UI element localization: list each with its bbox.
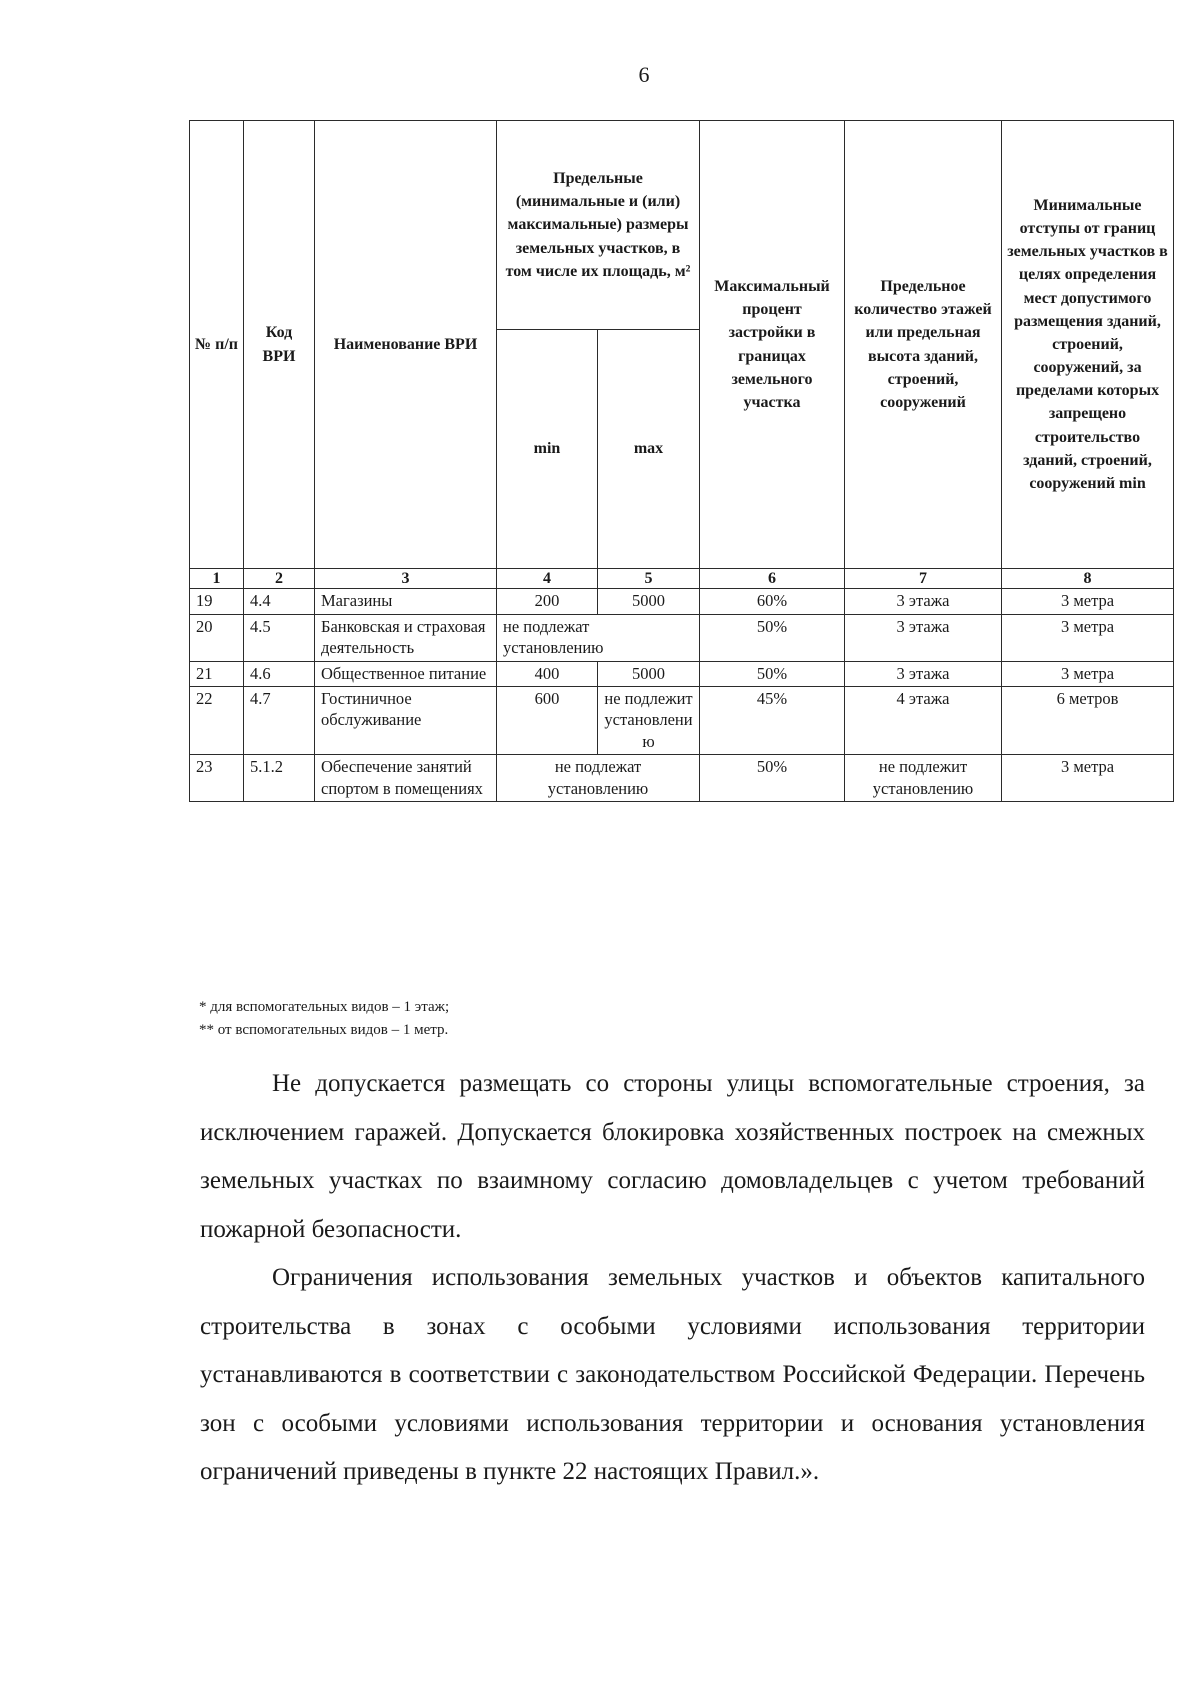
row-num: 23 [190, 755, 244, 802]
row-num: 22 [190, 686, 244, 754]
row-sizes-merged: не подлежат установлению [497, 755, 700, 802]
paragraph: Не допускается размещать со стороны улицы вспомогательные строения, за исключением гаражей. Допускается блокировка хозяйственных построек на смежных земельных участках по взаимному согласию домовладельцев с учетом требований пожарной безопасности. [200, 1070, 1145, 1243]
row-name: Обеспечение занятий спортом в помещениях [315, 755, 497, 802]
row-max-size: 5000 [598, 661, 700, 686]
row-floors: 4 этажа [845, 686, 1002, 754]
column-number: 5 [598, 569, 700, 589]
header-num: № п/п [190, 121, 244, 569]
column-number: 7 [845, 569, 1002, 589]
header-setbacks: Минимальные отступы от границ земельных участков в целях определения мест допустимого размещения зданий, строений, сооружений, за пределами которых запрещено строительство зданий, строений, сооружений min [1002, 121, 1174, 569]
zoning-regulations-table [189, 120, 1174, 802]
row-name: Банковская и страховая деятельность [315, 614, 497, 661]
header-min: min [497, 330, 598, 569]
row-floors: 3 этажа [845, 661, 1002, 686]
table-footnotes [199, 996, 449, 1042]
row-name: Гостиничное обслуживание [315, 686, 497, 754]
row-min-size: 200 [497, 589, 598, 614]
row-name: Общественное питание [315, 661, 497, 686]
column-number-row [190, 569, 1174, 589]
row-max-percent: 50% [700, 661, 845, 686]
header-plot-sizes: Предельные (минимальные и (или) максимальные) размеры земельных участков, в том числе их площадь, м² [497, 121, 700, 330]
row-max-size: 5000 [598, 589, 700, 614]
table-row [190, 589, 1174, 614]
header-floors: Предельное количество этажей или предельная высота зданий, строений, сооружений [845, 121, 1002, 569]
row-max-percent: 50% [700, 614, 845, 661]
row-max-percent: 60% [700, 589, 845, 614]
row-name: Магазины [315, 589, 497, 614]
page-number: 6 [638, 62, 650, 87]
header-name: Наименование ВРИ [315, 121, 497, 569]
table-row [190, 755, 1174, 802]
row-num: 21 [190, 661, 244, 686]
row-max-percent: 50% [700, 755, 845, 802]
row-floors: 3 этажа [845, 589, 1002, 614]
row-setback: 6 метров [1002, 686, 1174, 754]
row-code: 4.4 [244, 589, 315, 614]
header-max: max [598, 330, 700, 569]
row-num: 19 [190, 589, 244, 614]
table-row [190, 661, 1174, 686]
row-code: 4.5 [244, 614, 315, 661]
row-setback: 3 метра [1002, 589, 1174, 614]
table-row [190, 686, 1174, 754]
footnote-floors: * для вспомогательных видов – 1 этаж; [199, 999, 450, 1015]
row-num: 20 [190, 614, 244, 661]
row-max-size: не подлежит установлению [598, 686, 700, 754]
row-code: 4.6 [244, 661, 315, 686]
column-number: 1 [190, 569, 244, 589]
row-setback: 3 метра [1002, 661, 1174, 686]
row-setback: 3 метра [1002, 614, 1174, 661]
row-floors: 3 этажа [845, 614, 1002, 661]
row-min-size: 400 [497, 661, 598, 686]
row-floors: не подлежит установлению [845, 755, 1002, 802]
row-sizes-merged: не подлежат установлению [497, 614, 700, 661]
body-text [200, 1060, 1145, 1497]
column-number: 8 [1002, 569, 1174, 589]
footnote-setback: ** от вспомогательных видов – 1 метр. [199, 1022, 449, 1038]
column-number: 6 [700, 569, 845, 589]
paragraph: Ограничения использования земельных участков и объектов капитального строительства в зонах с особыми условиями использования территории устанавливаются в соответствии с законодательством Российской Федерации. Перечень зон с особыми условиями использования территории и основания установления ограничений приведены в пункте 22 настоящих Правил.». [200, 1264, 1145, 1485]
row-min-size: 600 [497, 686, 598, 754]
table-row [190, 614, 1174, 661]
table-header-row [190, 121, 1174, 330]
header-max-percent: Максимальный процент застройки в границах земельного участка [700, 121, 845, 569]
row-setback: 3 метра [1002, 755, 1174, 802]
row-max-percent: 45% [700, 686, 845, 754]
column-number: 2 [244, 569, 315, 589]
header-code: Код ВРИ [244, 121, 315, 569]
row-code: 4.7 [244, 686, 315, 754]
row-code: 5.1.2 [244, 755, 315, 802]
column-number: 3 [315, 569, 497, 589]
column-number: 4 [497, 569, 598, 589]
